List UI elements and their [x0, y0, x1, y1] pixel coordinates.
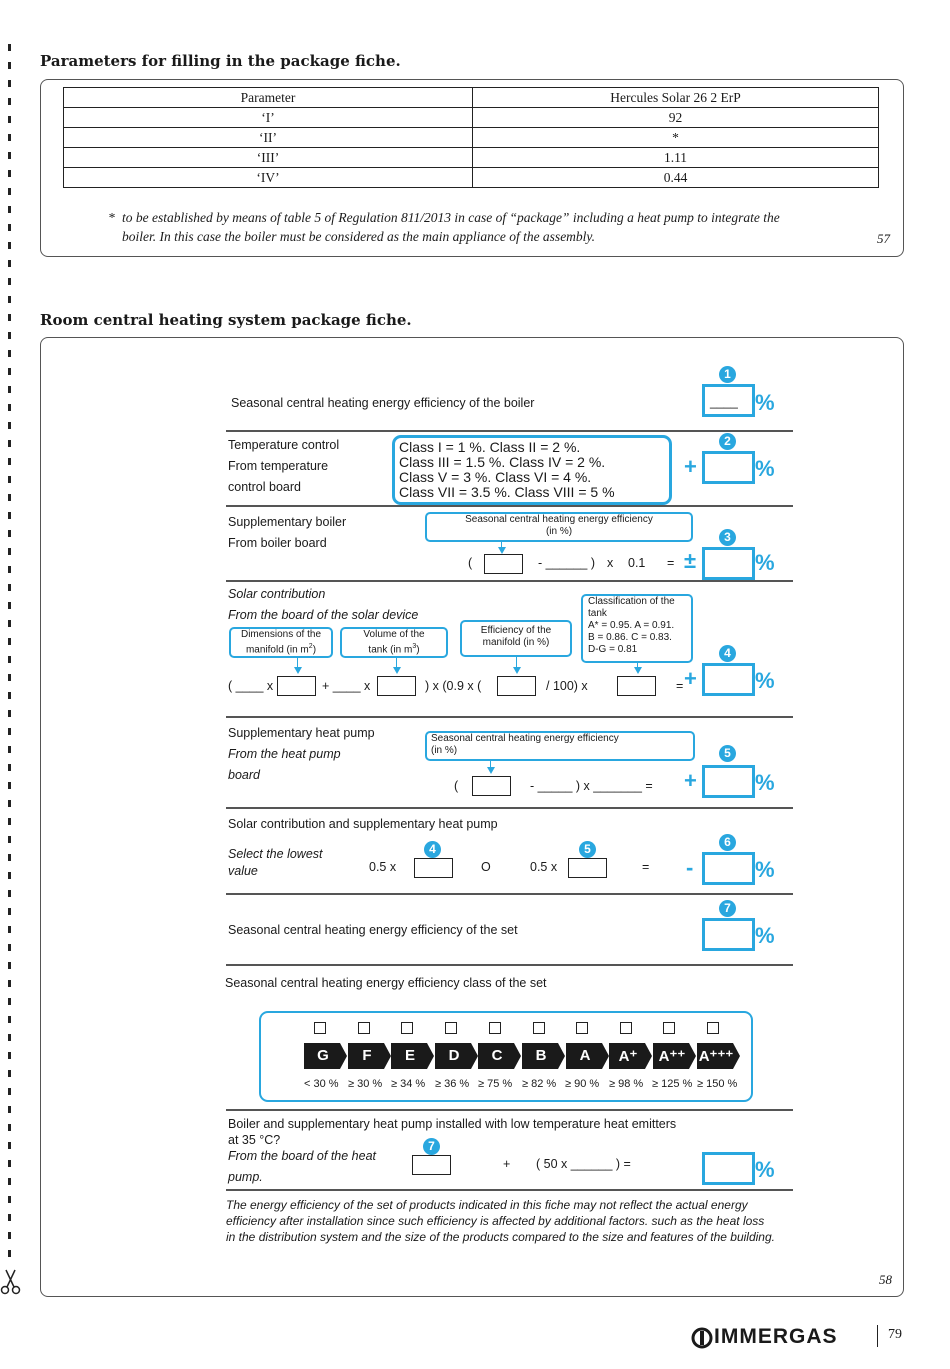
plus-sign: +: [684, 666, 697, 691]
table-cell: *: [473, 128, 879, 148]
set-efficiency-input[interactable]: [412, 1155, 451, 1175]
step-number-badge: 7: [423, 1138, 440, 1155]
callout-text: A* = 0.95. A = 0.91.: [588, 620, 675, 631]
formula-text: / 100) x: [546, 679, 588, 693]
solar-and-heat-pump-label: Solar contribution and supplementary heat pump: [228, 817, 498, 831]
class-letter: A⁺: [618, 1048, 638, 1065]
class-threshold: ≥ 75 %: [478, 1078, 513, 1090]
percent-sign: %: [755, 923, 775, 948]
section1-title: Parameters for filling in the package fiche.: [40, 52, 401, 70]
separator: [226, 430, 793, 432]
supplementary-boiler-sublabel: From boiler board: [228, 536, 327, 550]
class-line: Class I = 1 %. Class II = 2 %.: [399, 439, 581, 455]
percent-sign: %: [755, 550, 775, 575]
table-cell: ‘IV’: [64, 168, 473, 188]
class-letter: B: [535, 1047, 547, 1064]
manifold-efficiency-input[interactable]: [497, 676, 536, 696]
brand-logo-text: IMMERGAS: [714, 1325, 838, 1348]
plus-sign: +: [684, 768, 697, 793]
heat-pump-label: Supplementary heat pump: [228, 726, 375, 740]
class-threshold: ≥ 90 %: [565, 1078, 600, 1090]
class-line: Class III = 1.5 %. Class IV = 2 %.: [399, 454, 606, 470]
class-letter: E: [404, 1047, 415, 1064]
supplementary-boiler-field[interactable]: [702, 547, 755, 580]
percent-sign: %: [755, 770, 775, 795]
arrow-icon: [634, 667, 642, 674]
temperature-control-sublabel: From temperature: [228, 459, 329, 473]
class-arrow-a-plus: [609, 1043, 652, 1069]
step-number-badge: 1: [719, 366, 736, 383]
footnote-star: *: [108, 210, 115, 225]
heat-pump-field[interactable]: [702, 765, 755, 798]
low-temperature-field[interactable]: [702, 1152, 755, 1185]
footnote-line: boiler. In this case the boiler must be considered as the main appliance of the assembly.: [122, 229, 596, 244]
formula-text: O: [481, 860, 491, 874]
blank-line: ____: [710, 395, 738, 409]
select-lowest-label: value: [228, 864, 258, 878]
callout-text: 3: [412, 643, 417, 650]
page-number: 58: [879, 1272, 892, 1287]
class-letter: C: [491, 1047, 503, 1064]
step-number-badge: 4: [424, 841, 441, 858]
callout-text: ): [312, 644, 317, 656]
class-arrow-a-plus-plus-plus: [697, 1043, 740, 1069]
table-cell: 0.44: [473, 168, 879, 188]
callout-text: D-G = 0.81: [588, 644, 638, 655]
callout-text: manifold (in m: [245, 644, 309, 656]
disclaimer-line: The energy efficiency of the set of products indicated in this fiche may not reflect the actual energy: [226, 1198, 748, 1212]
percent-sign: %: [755, 1157, 775, 1182]
parameters-table: [63, 87, 879, 188]
callout-text: 2: [308, 643, 313, 650]
class-threshold: ≥ 98 %: [609, 1078, 644, 1090]
formula-text: =: [642, 860, 650, 874]
class-threshold: < 30 %: [304, 1078, 339, 1090]
percent-sign: %: [755, 668, 775, 693]
class-arrow-e: [391, 1043, 434, 1069]
class-checkbox[interactable]: [707, 1022, 719, 1034]
solar-contribution-label: Solar contribution: [228, 587, 326, 601]
immergas-logo-icon: [690, 1327, 714, 1349]
separator: [226, 716, 793, 718]
arrow-icon: [294, 667, 302, 674]
arrow-icon: [393, 667, 401, 674]
set-efficiency-field[interactable]: [702, 918, 755, 951]
tank-volume-callout: [340, 627, 448, 658]
percent-sign: %: [755, 456, 775, 481]
heat-pump-sublabel: board: [228, 768, 260, 782]
table-row: [64, 148, 879, 168]
table-cell: ‘I’: [64, 108, 473, 128]
separator: [226, 1189, 793, 1191]
callout-text: ): [416, 644, 420, 656]
callout-text: Volume of the: [363, 629, 425, 640]
callout-text: manifold (in %): [482, 637, 550, 648]
class-arrow-b: [522, 1043, 565, 1069]
class-threshold: ≥ 82 %: [522, 1078, 557, 1090]
class-arrow-c: [478, 1043, 521, 1069]
table-cell: ‘II’: [64, 128, 473, 148]
class-threshold: ≥ 150 %: [697, 1078, 738, 1090]
separator: [226, 964, 793, 966]
class-line: Class VII = 3.5 %. Class VIII = 5 %: [399, 484, 615, 500]
class-letter: D: [448, 1047, 460, 1064]
class-arrow-a: [566, 1043, 609, 1069]
solar-value-input[interactable]: [414, 858, 453, 878]
percent-sign: %: [755, 857, 775, 882]
step-number-badge: 4: [719, 645, 736, 662]
heat-pump-efficiency-callout: [425, 731, 695, 761]
table-row: [64, 128, 879, 148]
plus-minus-sign: ±: [684, 548, 697, 573]
lowest-value-field[interactable]: [702, 852, 755, 885]
boiler-efficiency-label: Seasonal central heating energy efficiency of the boiler: [231, 396, 535, 410]
arrow-icon: [513, 667, 521, 674]
table-cell: 92: [473, 108, 879, 128]
step-number-badge: 7: [719, 900, 736, 917]
table-header-row: [64, 88, 879, 108]
formula-text: - _____ ) x _______ =: [530, 779, 653, 793]
heat-pump-sublabel: From the heat pump: [228, 747, 341, 761]
low-temperature-label: at 35 °C?: [228, 1133, 281, 1147]
class-checkbox[interactable]: [489, 1022, 501, 1034]
percent-sign: %: [755, 390, 775, 415]
formula-text: - ______ ): [538, 556, 595, 570]
select-lowest-label: Select the lowest: [228, 847, 323, 861]
boiler-efficiency-callout: [425, 512, 693, 542]
callout-text: Dimensions of the: [240, 629, 322, 640]
heat-pump-efficiency-input[interactable]: [472, 776, 511, 796]
class-checkbox[interactable]: [358, 1022, 370, 1034]
footnote-line: to be established by means of table 5 of Regulation 811/2013 in case of “package” including a heat pump to integrate the: [122, 210, 780, 225]
page-number: 57: [877, 231, 890, 246]
class-checkbox[interactable]: [620, 1022, 632, 1034]
formula-text: =: [676, 679, 684, 693]
class-arrow-a-plus-plus: [653, 1043, 696, 1069]
class-letter: A⁺⁺⁺: [698, 1048, 734, 1065]
temperature-control-label: Temperature control: [228, 438, 340, 452]
callout-text: (in %): [431, 745, 458, 756]
formula-text: ( ____ x: [228, 679, 274, 693]
formula-text: (: [468, 556, 473, 570]
class-letter: A: [579, 1047, 591, 1064]
table-row: [64, 108, 879, 128]
class-threshold: ≥ 36 %: [435, 1078, 470, 1090]
class-arrow-g: [304, 1043, 347, 1069]
arrow-icon: [498, 547, 506, 554]
minus-sign: -: [686, 855, 694, 880]
class-threshold: ≥ 30 %: [348, 1078, 383, 1090]
class-letter: G: [317, 1047, 329, 1064]
class-arrow-d: [435, 1043, 478, 1069]
class-threshold: ≥ 125 %: [652, 1078, 693, 1090]
step-number-badge: 5: [579, 841, 596, 858]
footer-page-number: 79: [888, 1327, 902, 1342]
formula-text: =: [667, 556, 675, 570]
class-checkbox[interactable]: [576, 1022, 588, 1034]
class-letter: F: [362, 1047, 372, 1064]
class-checkbox[interactable]: [533, 1022, 545, 1034]
formula-text: x: [607, 556, 614, 570]
formula-text: ) x (0.9 x (: [425, 679, 482, 693]
step-number-badge: 5: [719, 745, 736, 762]
low-temperature-sublabel: From the board of the heat: [228, 1149, 377, 1163]
formula-text: ( 50 x ______ ) =: [536, 1157, 631, 1171]
class-checkbox[interactable]: [314, 1022, 326, 1034]
disclaimer-line: in the distribution system and the size of the products compared to the size and features of the building.: [226, 1230, 775, 1244]
footer-divider: [877, 1325, 878, 1347]
class-checkbox[interactable]: [401, 1022, 413, 1034]
tank-classification-input[interactable]: [617, 676, 656, 696]
formula-text: (: [454, 779, 459, 793]
manifold-dimension-callout: [229, 627, 333, 658]
separator: [226, 1109, 793, 1111]
set-efficiency-label: Seasonal central heating energy efficiency of the set: [228, 923, 518, 937]
separator: [226, 893, 793, 895]
temperature-control-field[interactable]: [702, 451, 755, 484]
solar-contribution-sublabel: From the board of the solar device: [228, 608, 419, 622]
formula-text: +: [503, 1157, 511, 1171]
callout-text: Efficiency of the: [480, 625, 552, 636]
callout-text: B = 0.86. C = 0.83.: [588, 632, 672, 643]
formula-text: 0.5 x: [530, 860, 558, 874]
class-checkbox[interactable]: [663, 1022, 675, 1034]
disclaimer-line: efficiency after installation since such efficiency is affected by additional factors. such as the heat loss: [226, 1214, 765, 1228]
supplementary-boiler-label: Supplementary boiler: [228, 515, 347, 529]
boiler-efficiency-input[interactable]: [484, 554, 523, 574]
class-arrow-f: [348, 1043, 391, 1069]
callout-text: Seasonal central heating energy efficiency: [465, 514, 653, 525]
table-cell: ‘III’: [64, 148, 473, 168]
step-number-badge: 3: [719, 529, 736, 546]
table-header-cell: Parameter: [64, 88, 473, 108]
plus-sign: +: [684, 454, 697, 479]
table-cell: 1.11: [473, 148, 879, 168]
table-row: [64, 168, 879, 188]
callout-text: (in %): [545, 526, 573, 537]
callout-text: Classification of the: [588, 596, 675, 607]
heat-pump-value-input[interactable]: [568, 858, 607, 878]
formula-text: 0.5 x: [369, 860, 397, 874]
callout-text: tank (in m: [368, 644, 413, 656]
separator: [226, 807, 793, 809]
class-line: Class V = 3 %. Class VI = 4 %.: [399, 469, 592, 485]
solar-contribution-field[interactable]: [702, 663, 755, 696]
class-letter: A⁺⁺: [658, 1048, 686, 1065]
class-checkbox[interactable]: [445, 1022, 457, 1034]
manifold-efficiency-callout: [460, 620, 572, 657]
low-temperature-label: Boiler and supplementary heat pump installed with low temperature heat emitters: [228, 1117, 677, 1131]
formula-text: 0.1: [628, 556, 646, 570]
tank-classification-callout: [581, 594, 693, 663]
arrow-icon: [487, 767, 495, 774]
separator: [226, 505, 793, 507]
step-number-badge: 6: [719, 834, 736, 851]
section2-title: Room central heating system package fiche.: [40, 311, 412, 329]
low-temperature-sublabel: pump.: [228, 1170, 263, 1184]
table-header-cell: Hercules Solar 26 2 ErP: [473, 88, 879, 108]
class-threshold: ≥ 34 %: [391, 1078, 426, 1090]
callout-text: Seasonal central heating energy efficiency: [431, 733, 619, 744]
tank-volume-input[interactable]: [377, 676, 416, 696]
callout-text: tank: [588, 608, 607, 619]
separator: [226, 580, 793, 582]
disclaimer: [226, 1197, 775, 1245]
temperature-classes-callout: [392, 435, 672, 505]
efficiency-class-label: Seasonal central heating energy efficiency class of the set: [225, 976, 547, 990]
step-number-badge: 2: [719, 433, 736, 450]
manifold-dimension-input[interactable]: [277, 676, 316, 696]
temperature-control-sublabel: control board: [228, 480, 301, 494]
formula-text: + ____ x: [322, 679, 371, 693]
scissors-icon: [0, 1268, 22, 1296]
